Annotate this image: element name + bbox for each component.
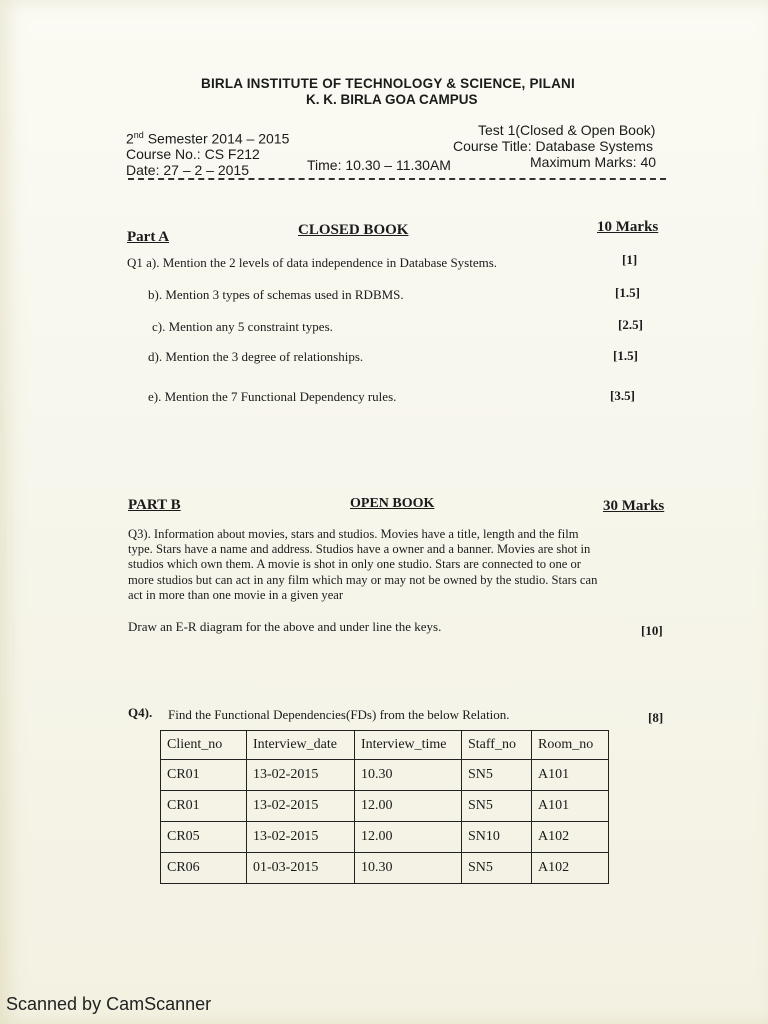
table-cell: 12.00 [355,822,462,853]
test-title: Test 1(Closed & Open Book) [478,122,656,138]
q1c-marks: [2.5] [618,317,643,332]
maximum-marks: Maximum Marks: 40 [530,154,657,170]
table-cell: SN5 [462,791,532,822]
campus-name: K. K. BIRLA GOA CAMPUS [306,92,478,107]
part-b-mode: OPEN BOOK [350,496,435,511]
semester-line: 2nd Semester 2014 – 2015 [126,130,290,147]
table-cell: CR01 [161,760,247,791]
table-row [161,822,609,853]
table-row [161,760,609,791]
q3-task: Draw an E-R diagram for the above and under line the keys. [128,619,442,634]
q4-label: Q4). [128,705,153,720]
column-header: Interview_time [355,731,462,760]
table-header-row [161,731,609,760]
q1c-text: c). Mention any 5 constraint types. [152,319,333,334]
table-cell: CR06 [161,853,247,884]
column-header: Staff_no [462,731,532,760]
course-number: Course No.: CS F212 [126,146,260,162]
table-cell: SN5 [462,760,532,791]
q4-marks: [8] [648,710,664,725]
q3-line-2: type. Stars have a name and address. Studios have a owner and a banner. Movies are shot in [128,542,591,556]
table-cell: A101 [532,791,609,822]
course-title: Course Title: Database Systems [453,138,653,154]
scanner-watermark: Scanned by CamScanner [6,994,212,1014]
q1a-text: Q1 a). Mention the 2 levels of data independence in Database Systems. [127,255,498,270]
table-cell: SN5 [462,853,532,884]
exam-time: Time: 10.30 – 11.30AM [307,157,451,173]
part-a-marks: 10 Marks [597,219,659,235]
column-header: Room_no [532,731,609,760]
q1d-text: d). Mention the 3 degree of relationships. [148,349,364,364]
q1a-marks: [1] [622,252,638,267]
part-b-marks: 30 Marks [603,498,665,514]
relation-table [160,730,609,884]
part-a-mode: CLOSED BOOK [298,222,409,238]
q3-line-5: act in more than one movie in a given year [128,588,344,602]
table-cell: 13-02-2015 [247,791,355,822]
table-row [161,791,609,822]
part-a-label: Part A [127,229,170,245]
table-cell: A102 [532,822,609,853]
table-cell: 10.30 [355,760,462,791]
column-header: Client_no [161,731,247,760]
table-cell: 10.30 [355,853,462,884]
institute-name: BIRLA INSTITUTE OF TECHNOLOGY & SCIENCE, PILANI [201,76,575,91]
table-cell: A102 [532,853,609,884]
table-cell: CR01 [161,791,247,822]
header-divider [128,178,666,180]
q1e-marks: [3.5] [610,388,635,403]
table-cell: SN10 [462,822,532,853]
table-cell: CR05 [161,822,247,853]
q1e-text: e). Mention the 7 Functional Dependency rules. [148,389,397,404]
q4-text: Find the Functional Dependencies(FDs) from the below Relation. [168,707,510,722]
q1d-marks: [1.5] [613,348,638,363]
part-b-label: PART B [128,497,181,513]
q3-line-4: more studios but can act in any film which may or may not be owned by the studio. Stars can [128,573,598,587]
q3-line-1: Q3). Information about movies, stars and studios. Movies have a title, length and the film [128,527,579,541]
q1b-text: b). Mention 3 types of schemas used in RDBMS. [148,287,404,302]
exam-date: Date: 27 – 2 – 2015 [126,162,249,178]
column-header: Interview_date [247,731,355,760]
table-cell: A101 [532,760,609,791]
table-cell: 13-02-2015 [247,822,355,853]
q3-marks: [10] [641,623,663,638]
q3-line-3: studios which own them. A movie is shot in only one studio. Stars are connected to one or [128,557,581,571]
table-row [161,853,609,884]
table-cell: 13-02-2015 [247,760,355,791]
q1b-marks: [1.5] [615,285,640,300]
table-cell: 12.00 [355,791,462,822]
table-cell: 01-03-2015 [247,853,355,884]
